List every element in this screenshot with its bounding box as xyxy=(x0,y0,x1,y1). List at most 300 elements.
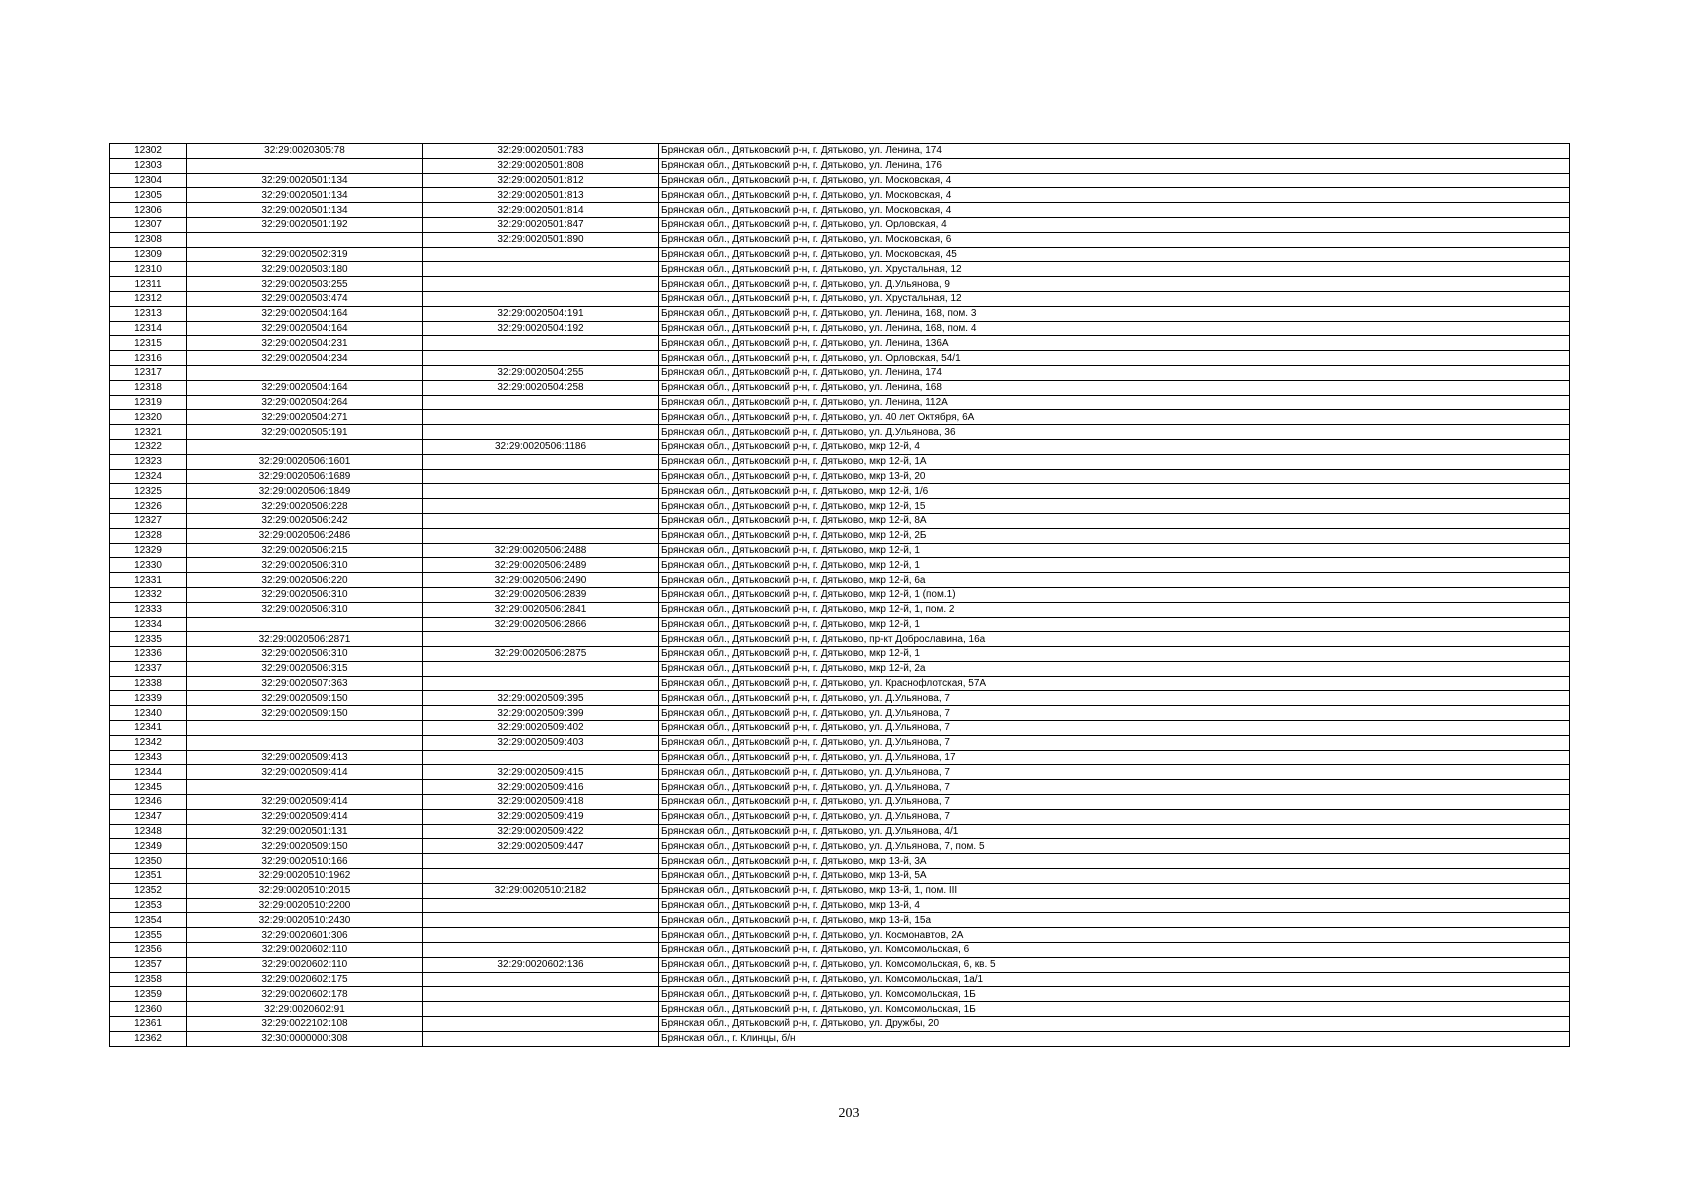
table-row xyxy=(110,351,1570,366)
table-row xyxy=(110,869,1570,884)
row-number-cell: 12310 xyxy=(110,262,187,277)
land-cadastral-number-cell: 32:29:0020509:413 xyxy=(187,750,423,765)
row-number-cell: 12342 xyxy=(110,735,187,750)
land-cadastral-number-cell: 32:29:0020510:166 xyxy=(187,854,423,869)
object-cadastral-number-cell xyxy=(423,943,659,958)
object-cadastral-number-cell xyxy=(423,484,659,499)
land-cadastral-number-cell: 32:29:0020510:2015 xyxy=(187,883,423,898)
land-cadastral-number-cell xyxy=(187,780,423,795)
address-cell: Брянская обл., Дятьковский р-н, г. Дятьково, ул. Ленина, 136А xyxy=(659,336,1570,351)
object-cadastral-number-cell xyxy=(423,972,659,987)
land-cadastral-number-cell xyxy=(187,365,423,380)
land-cadastral-number-cell: 32:29:0020509:414 xyxy=(187,795,423,810)
object-cadastral-number-cell xyxy=(423,661,659,676)
land-cadastral-number-cell: 32:29:0020602:110 xyxy=(187,943,423,958)
table-row xyxy=(110,676,1570,691)
land-cadastral-number-cell: 32:29:0020504:271 xyxy=(187,410,423,425)
row-number-cell: 12308 xyxy=(110,232,187,247)
object-cadastral-number-cell xyxy=(423,469,659,484)
address-cell: Брянская обл., Дятьковский р-н, г. Дятьково, ул. Комсомольская, 1Б xyxy=(659,987,1570,1002)
land-cadastral-number-cell: 32:29:0020602:178 xyxy=(187,987,423,1002)
address-cell: Брянская обл., Дятьковский р-н, г. Дятьково, мкр 13-й, 5А xyxy=(659,869,1570,884)
table-row xyxy=(110,528,1570,543)
table-row xyxy=(110,262,1570,277)
row-number-cell: 12332 xyxy=(110,587,187,602)
table-row xyxy=(110,144,1570,159)
object-cadastral-number-cell: 32:29:0020501:814 xyxy=(423,203,659,218)
table-row xyxy=(110,277,1570,292)
land-cadastral-number-cell: 32:29:0020509:414 xyxy=(187,765,423,780)
address-cell: Брянская обл., Дятьковский р-н, г. Дятьково, ул. Ленина, 112А xyxy=(659,395,1570,410)
row-number-cell: 12358 xyxy=(110,972,187,987)
land-cadastral-number-cell: 32:29:0020503:180 xyxy=(187,262,423,277)
object-cadastral-number-cell xyxy=(423,262,659,277)
address-cell: Брянская обл., Дятьковский р-н, г. Дятьково, мкр 12-й, 1 xyxy=(659,558,1570,573)
table-row xyxy=(110,957,1570,972)
land-cadastral-number-cell xyxy=(187,158,423,173)
land-cadastral-number-cell: 32:29:0020506:2486 xyxy=(187,528,423,543)
object-cadastral-number-cell xyxy=(423,869,659,884)
row-number-cell: 12315 xyxy=(110,336,187,351)
object-cadastral-number-cell: 32:29:0020506:2841 xyxy=(423,602,659,617)
table-row xyxy=(110,1002,1570,1017)
land-cadastral-number-cell: 32:29:0020503:255 xyxy=(187,277,423,292)
land-cadastral-number-cell: 32:29:0020501:134 xyxy=(187,203,423,218)
row-number-cell: 12316 xyxy=(110,351,187,366)
address-cell: Брянская обл., Дятьковский р-н, г. Дятьково, ул. Д.Ульянова, 7 xyxy=(659,765,1570,780)
object-cadastral-number-cell: 32:29:0020504:258 xyxy=(423,380,659,395)
address-cell: Брянская обл., Дятьковский р-н, г. Дятьково, ул. Ленина, 168 xyxy=(659,380,1570,395)
row-number-cell: 12337 xyxy=(110,661,187,676)
land-cadastral-number-cell: 32:29:0020510:2430 xyxy=(187,913,423,928)
object-cadastral-number-cell: 32:29:0020509:418 xyxy=(423,795,659,810)
address-cell: Брянская обл., Дятьковский р-н, г. Дятьково, ул. Д.Ульянова, 7 xyxy=(659,809,1570,824)
land-cadastral-number-cell xyxy=(187,617,423,632)
address-cell: Брянская обл., Дятьковский р-н, г. Дятьково, мкр 12-й, 2Б xyxy=(659,528,1570,543)
address-cell: Брянская обл., Дятьковский р-н, г. Дятьково, мкр 13-й, 4 xyxy=(659,898,1570,913)
row-number-cell: 12351 xyxy=(110,869,187,884)
address-cell: Брянская обл., Дятьковский р-н, г. Дятьково, ул. Ленина, 176 xyxy=(659,158,1570,173)
table-row xyxy=(110,410,1570,425)
address-cell: Брянская обл., Дятьковский р-н, г. Дятьково, мкр 12-й, 1, пом. 2 xyxy=(659,602,1570,617)
land-cadastral-number-cell: 32:29:0022102:108 xyxy=(187,1017,423,1032)
object-cadastral-number-cell: 32:29:0020506:2490 xyxy=(423,573,659,588)
table-row xyxy=(110,706,1570,721)
row-number-cell: 12357 xyxy=(110,957,187,972)
object-cadastral-number-cell xyxy=(423,395,659,410)
land-cadastral-number-cell: 32:29:0020506:1601 xyxy=(187,454,423,469)
table-row xyxy=(110,943,1570,958)
land-cadastral-number-cell: 32:29:0020504:264 xyxy=(187,395,423,410)
object-cadastral-number-cell xyxy=(423,928,659,943)
table-row xyxy=(110,558,1570,573)
row-number-cell: 12339 xyxy=(110,691,187,706)
table-row xyxy=(110,721,1570,736)
land-cadastral-number-cell xyxy=(187,232,423,247)
address-cell: Брянская обл., Дятьковский р-н, г. Дятьково, мкр 13-й, 15а xyxy=(659,913,1570,928)
address-cell: Брянская обл., Дятьковский р-н, г. Дятьково, ул. Комсомольская, 1Б xyxy=(659,1002,1570,1017)
address-cell: Брянская обл., Дятьковский р-н, г. Дятьково, ул. Орловская, 4 xyxy=(659,217,1570,232)
address-cell: Брянская обл., Дятьковский р-н, г. Дятьково, ул. Московская, 6 xyxy=(659,232,1570,247)
table-row xyxy=(110,439,1570,454)
land-cadastral-number-cell: 32:29:0020510:1962 xyxy=(187,869,423,884)
table-row xyxy=(110,395,1570,410)
address-cell: Брянская обл., Дятьковский р-н, г. Дятьково, ул. Д.Ульянова, 36 xyxy=(659,425,1570,440)
table-row xyxy=(110,883,1570,898)
land-cadastral-number-cell: 32:29:0020504:164 xyxy=(187,306,423,321)
object-cadastral-number-cell: 32:29:0020602:136 xyxy=(423,957,659,972)
table-row xyxy=(110,661,1570,676)
address-cell: Брянская обл., Дятьковский р-н, г. Дятьково, ул. Д.Ульянова, 17 xyxy=(659,750,1570,765)
table-row xyxy=(110,824,1570,839)
table-row xyxy=(110,306,1570,321)
row-number-cell: 12333 xyxy=(110,602,187,617)
land-cadastral-number-cell: 32:29:0020506:1849 xyxy=(187,484,423,499)
object-cadastral-number-cell xyxy=(423,632,659,647)
address-cell: Брянская обл., Дятьковский р-н, г. Дятьково, мкр 12-й, 8А xyxy=(659,513,1570,528)
object-cadastral-number-cell xyxy=(423,1017,659,1032)
table-row xyxy=(110,735,1570,750)
address-cell: Брянская обл., Дятьковский р-н, г. Дятьково, ул. Комсомольская, 6, кв. 5 xyxy=(659,957,1570,972)
land-cadastral-number-cell: 32:29:0020601:306 xyxy=(187,928,423,943)
address-cell: Брянская обл., Дятьковский р-н, г. Дятьково, мкр 12-й, 1 xyxy=(659,543,1570,558)
address-cell: Брянская обл., Дятьковский р-н, г. Дятьково, ул. Д.Ульянова, 9 xyxy=(659,277,1570,292)
table-row xyxy=(110,365,1570,380)
row-number-cell: 12347 xyxy=(110,809,187,824)
address-cell: Брянская обл., Дятьковский р-н, г. Дятьково, ул. Хрустальная, 12 xyxy=(659,262,1570,277)
object-cadastral-number-cell xyxy=(423,987,659,1002)
row-number-cell: 12353 xyxy=(110,898,187,913)
row-number-cell: 12345 xyxy=(110,780,187,795)
land-cadastral-number-cell: 32:29:0020602:110 xyxy=(187,957,423,972)
object-cadastral-number-cell xyxy=(423,351,659,366)
address-cell: Брянская обл., Дятьковский р-н, г. Дятьково, ул. Ленина, 174 xyxy=(659,365,1570,380)
land-cadastral-number-cell: 32:29:0020505:191 xyxy=(187,425,423,440)
address-cell: Брянская обл., Дятьковский р-н, г. Дятьково, мкр 13-й, 3А xyxy=(659,854,1570,869)
land-cadastral-number-cell: 32:29:0020501:192 xyxy=(187,217,423,232)
object-cadastral-number-cell: 32:29:0020509:422 xyxy=(423,824,659,839)
row-number-cell: 12314 xyxy=(110,321,187,336)
row-number-cell: 12354 xyxy=(110,913,187,928)
object-cadastral-number-cell xyxy=(423,499,659,514)
row-number-cell: 12362 xyxy=(110,1031,187,1046)
table-row xyxy=(110,928,1570,943)
table-row xyxy=(110,543,1570,558)
address-cell: Брянская обл., Дятьковский р-н, г. Дятьково, мкр 12-й, 4 xyxy=(659,439,1570,454)
address-cell: Брянская обл., Дятьковский р-н, г. Дятьково, ул. Ленина, 174 xyxy=(659,144,1570,159)
table-row xyxy=(110,854,1570,869)
land-cadastral-number-cell: 32:29:0020506:310 xyxy=(187,558,423,573)
object-cadastral-number-cell: 32:29:0020509:447 xyxy=(423,839,659,854)
land-cadastral-number-cell: 32:29:0020501:134 xyxy=(187,188,423,203)
land-cadastral-number-cell: 32:29:0020504:164 xyxy=(187,380,423,395)
land-cadastral-number-cell: 32:29:0020504:164 xyxy=(187,321,423,336)
row-number-cell: 12348 xyxy=(110,824,187,839)
row-number-cell: 12355 xyxy=(110,928,187,943)
row-number-cell: 12303 xyxy=(110,158,187,173)
address-cell: Брянская обл., Дятьковский р-н, г. Дятьково, мкр 12-й, 15 xyxy=(659,499,1570,514)
row-number-cell: 12318 xyxy=(110,380,187,395)
address-cell: Брянская обл., Дятьковский р-н, г. Дятьково, ул. Д.Ульянова, 7 xyxy=(659,735,1570,750)
object-cadastral-number-cell xyxy=(423,1002,659,1017)
row-number-cell: 12306 xyxy=(110,203,187,218)
object-cadastral-number-cell: 32:29:0020509:402 xyxy=(423,721,659,736)
table-row xyxy=(110,573,1570,588)
row-number-cell: 12312 xyxy=(110,291,187,306)
object-cadastral-number-cell: 32:29:0020509:416 xyxy=(423,780,659,795)
address-cell: Брянская обл., Дятьковский р-н, г. Дятьково, ул. Д.Ульянова, 7 xyxy=(659,706,1570,721)
object-cadastral-number-cell: 32:29:0020504:192 xyxy=(423,321,659,336)
row-number-cell: 12340 xyxy=(110,706,187,721)
table-row xyxy=(110,203,1570,218)
land-cadastral-number-cell: 32:29:0020602:175 xyxy=(187,972,423,987)
row-number-cell: 12336 xyxy=(110,647,187,662)
address-cell: Брянская обл., Дятьковский р-н, г. Дятьково, ул. Комсомольская, 1а/1 xyxy=(659,972,1570,987)
address-cell: Брянская обл., Дятьковский р-н, г. Дятьково, мкр 12-й, 6а xyxy=(659,573,1570,588)
table-row xyxy=(110,158,1570,173)
address-cell: Брянская обл., Дятьковский р-н, г. Дятьково, мкр 12-й, 1А xyxy=(659,454,1570,469)
row-number-cell: 12305 xyxy=(110,188,187,203)
land-cadastral-number-cell xyxy=(187,735,423,750)
table-row xyxy=(110,217,1570,232)
object-cadastral-number-cell: 32:29:0020509:395 xyxy=(423,691,659,706)
address-cell: Брянская обл., г. Клинцы, б/н xyxy=(659,1031,1570,1046)
address-cell: Брянская обл., Дятьковский р-н, г. Дятьково, мкр 12-й, 1 xyxy=(659,647,1570,662)
object-cadastral-number-cell: 32:29:0020506:2489 xyxy=(423,558,659,573)
row-number-cell: 12352 xyxy=(110,883,187,898)
object-cadastral-number-cell: 32:29:0020506:2866 xyxy=(423,617,659,632)
address-cell: Брянская обл., Дятьковский р-н, г. Дятьково, пр-кт Доброславина, 16а xyxy=(659,632,1570,647)
row-number-cell: 12330 xyxy=(110,558,187,573)
object-cadastral-number-cell: 32:29:0020501:812 xyxy=(423,173,659,188)
row-number-cell: 12311 xyxy=(110,277,187,292)
address-cell: Брянская обл., Дятьковский р-н, г. Дятьково, ул. Комсомольская, 6 xyxy=(659,943,1570,958)
row-number-cell: 12349 xyxy=(110,839,187,854)
table-row xyxy=(110,632,1570,647)
land-cadastral-number-cell: 32:29:0020305:78 xyxy=(187,144,423,159)
row-number-cell: 12327 xyxy=(110,513,187,528)
table-row xyxy=(110,898,1570,913)
registry-table-body xyxy=(110,144,1570,1047)
address-cell: Брянская обл., Дятьковский р-н, г. Дятьково, ул. Д.Ульянова, 7 xyxy=(659,780,1570,795)
land-cadastral-number-cell: 32:29:0020506:1689 xyxy=(187,469,423,484)
land-cadastral-number-cell: 32:29:0020504:231 xyxy=(187,336,423,351)
object-cadastral-number-cell xyxy=(423,247,659,262)
land-cadastral-number-cell: 32:29:0020506:228 xyxy=(187,499,423,514)
address-cell: Брянская обл., Дятьковский р-н, г. Дятьково, мкр 12-й, 1/6 xyxy=(659,484,1570,499)
object-cadastral-number-cell xyxy=(423,336,659,351)
table-row xyxy=(110,513,1570,528)
table-row xyxy=(110,839,1570,854)
table-row xyxy=(110,454,1570,469)
object-cadastral-number-cell: 32:29:0020510:2182 xyxy=(423,883,659,898)
object-cadastral-number-cell: 32:29:0020501:808 xyxy=(423,158,659,173)
object-cadastral-number-cell xyxy=(423,277,659,292)
land-cadastral-number-cell: 32:29:0020506:310 xyxy=(187,587,423,602)
row-number-cell: 12321 xyxy=(110,425,187,440)
table-row xyxy=(110,232,1570,247)
land-cadastral-number-cell: 32:29:0020602:91 xyxy=(187,1002,423,1017)
object-cadastral-number-cell: 32:29:0020504:255 xyxy=(423,365,659,380)
land-cadastral-number-cell: 32:29:0020506:2871 xyxy=(187,632,423,647)
address-cell: Брянская обл., Дятьковский р-н, г. Дятьково, ул. Ленина, 168, пом. 4 xyxy=(659,321,1570,336)
table-row xyxy=(110,617,1570,632)
table-row xyxy=(110,795,1570,810)
property-registry-table xyxy=(109,143,1570,1047)
row-number-cell: 12322 xyxy=(110,439,187,454)
row-number-cell: 12359 xyxy=(110,987,187,1002)
object-cadastral-number-cell: 32:29:0020509:419 xyxy=(423,809,659,824)
row-number-cell: 12304 xyxy=(110,173,187,188)
land-cadastral-number-cell: 32:29:0020501:134 xyxy=(187,173,423,188)
object-cadastral-number-cell: 32:29:0020504:191 xyxy=(423,306,659,321)
address-cell: Брянская обл., Дятьковский р-н, г. Дятьково, ул. Д.Ульянова, 7, пом. 5 xyxy=(659,839,1570,854)
address-cell: Брянская обл., Дятьковский р-н, г. Дятьково, ул. Ленина, 168, пом. 3 xyxy=(659,306,1570,321)
land-cadastral-number-cell: 32:29:0020506:310 xyxy=(187,602,423,617)
address-cell: Брянская обл., Дятьковский р-н, г. Дятьково, ул. Д.Ульянова, 7 xyxy=(659,691,1570,706)
row-number-cell: 12313 xyxy=(110,306,187,321)
table-row xyxy=(110,247,1570,262)
address-cell: Брянская обл., Дятьковский р-н, г. Дятьково, ул. Краснофлотская, 57А xyxy=(659,676,1570,691)
row-number-cell: 12344 xyxy=(110,765,187,780)
object-cadastral-number-cell xyxy=(423,913,659,928)
table-row xyxy=(110,913,1570,928)
table-row xyxy=(110,587,1570,602)
address-cell: Брянская обл., Дятьковский р-н, г. Дятьково, ул. Космонавтов, 2А xyxy=(659,928,1570,943)
table-row xyxy=(110,972,1570,987)
land-cadastral-number-cell: 32:29:0020507:363 xyxy=(187,676,423,691)
row-number-cell: 12320 xyxy=(110,410,187,425)
row-number-cell: 12326 xyxy=(110,499,187,514)
page-number: 203 xyxy=(838,1106,860,1121)
address-cell: Брянская обл., Дятьковский р-н, г. Дятьково, ул. Московская, 4 xyxy=(659,203,1570,218)
table-row xyxy=(110,425,1570,440)
object-cadastral-number-cell xyxy=(423,425,659,440)
object-cadastral-number-cell xyxy=(423,410,659,425)
table-row xyxy=(110,1031,1570,1046)
row-number-cell: 12343 xyxy=(110,750,187,765)
row-number-cell: 12302 xyxy=(110,144,187,159)
address-cell: Брянская обл., Дятьковский р-н, г. Дятьково, мкр 13-й, 1, пом. III xyxy=(659,883,1570,898)
table-row xyxy=(110,484,1570,499)
land-cadastral-number-cell: 32:29:0020503:474 xyxy=(187,291,423,306)
row-number-cell: 12309 xyxy=(110,247,187,262)
address-cell: Брянская обл., Дятьковский р-н, г. Дятьково, ул. Орловская, 54/1 xyxy=(659,351,1570,366)
land-cadastral-number-cell xyxy=(187,439,423,454)
land-cadastral-number-cell: 32:29:0020506:310 xyxy=(187,647,423,662)
object-cadastral-number-cell xyxy=(423,513,659,528)
land-cadastral-number-cell: 32:29:0020506:220 xyxy=(187,573,423,588)
address-cell: Брянская обл., Дятьковский р-н, г. Дятьково, мкр 12-й, 1 xyxy=(659,617,1570,632)
row-number-cell: 12346 xyxy=(110,795,187,810)
address-cell: Брянская обл., Дятьковский р-н, г. Дятьково, мкр 13-й, 20 xyxy=(659,469,1570,484)
address-cell: Брянская обл., Дятьковский р-н, г. Дятьково, ул. Московская, 4 xyxy=(659,188,1570,203)
row-number-cell: 12331 xyxy=(110,573,187,588)
object-cadastral-number-cell xyxy=(423,854,659,869)
land-cadastral-number-cell: 32:29:0020509:414 xyxy=(187,809,423,824)
object-cadastral-number-cell xyxy=(423,898,659,913)
land-cadastral-number-cell: 32:29:0020509:150 xyxy=(187,691,423,706)
row-number-cell: 12325 xyxy=(110,484,187,499)
object-cadastral-number-cell: 32:29:0020506:2839 xyxy=(423,587,659,602)
row-number-cell: 12329 xyxy=(110,543,187,558)
address-cell: Брянская обл., Дятьковский р-н, г. Дятьково, ул. 40 лет Октября, 6А xyxy=(659,410,1570,425)
row-number-cell: 12338 xyxy=(110,676,187,691)
address-cell: Брянская обл., Дятьковский р-н, г. Дятьково, ул. Московская, 45 xyxy=(659,247,1570,262)
row-number-cell: 12319 xyxy=(110,395,187,410)
address-cell: Брянская обл., Дятьковский р-н, г. Дятьково, мкр 12-й, 2а xyxy=(659,661,1570,676)
address-cell: Брянская обл., Дятьковский р-н, г. Дятьково, ул. Дружбы, 20 xyxy=(659,1017,1570,1032)
table-row xyxy=(110,173,1570,188)
land-cadastral-number-cell: 32:29:0020510:2200 xyxy=(187,898,423,913)
object-cadastral-number-cell xyxy=(423,676,659,691)
object-cadastral-number-cell xyxy=(423,528,659,543)
object-cadastral-number-cell: 32:29:0020506:2488 xyxy=(423,543,659,558)
land-cadastral-number-cell: 32:29:0020506:215 xyxy=(187,543,423,558)
land-cadastral-number-cell xyxy=(187,721,423,736)
row-number-cell: 12361 xyxy=(110,1017,187,1032)
table-row xyxy=(110,380,1570,395)
table-row xyxy=(110,469,1570,484)
land-cadastral-number-cell: 32:29:0020501:131 xyxy=(187,824,423,839)
table-row xyxy=(110,602,1570,617)
land-cadastral-number-cell: 32:29:0020506:242 xyxy=(187,513,423,528)
address-cell: Брянская обл., Дятьковский р-н, г. Дятьково, ул. Д.Ульянова, 4/1 xyxy=(659,824,1570,839)
table-row xyxy=(110,780,1570,795)
row-number-cell: 12350 xyxy=(110,854,187,869)
table-row xyxy=(110,1017,1570,1032)
table-row xyxy=(110,809,1570,824)
object-cadastral-number-cell: 32:29:0020509:399 xyxy=(423,706,659,721)
address-cell: Брянская обл., Дятьковский р-н, г. Дятьково, ул. Д.Ульянова, 7 xyxy=(659,721,1570,736)
row-number-cell: 12356 xyxy=(110,943,187,958)
row-number-cell: 12334 xyxy=(110,617,187,632)
land-cadastral-number-cell: 32:29:0020502:319 xyxy=(187,247,423,262)
object-cadastral-number-cell: 32:29:0020501:783 xyxy=(423,144,659,159)
row-number-cell: 12323 xyxy=(110,454,187,469)
land-cadastral-number-cell: 32:30:0000000:308 xyxy=(187,1031,423,1046)
table-row xyxy=(110,765,1570,780)
object-cadastral-number-cell: 32:29:0020506:1186 xyxy=(423,439,659,454)
table-row xyxy=(110,188,1570,203)
address-cell: Брянская обл., Дятьковский р-н, г. Дятьково, ул. Хрустальная, 12 xyxy=(659,291,1570,306)
land-cadastral-number-cell: 32:29:0020509:150 xyxy=(187,706,423,721)
table-row xyxy=(110,987,1570,1002)
table-row xyxy=(110,291,1570,306)
table-row xyxy=(110,750,1570,765)
row-number-cell: 12317 xyxy=(110,365,187,380)
object-cadastral-number-cell xyxy=(423,454,659,469)
land-cadastral-number-cell: 32:29:0020504:234 xyxy=(187,351,423,366)
address-cell: Брянская обл., Дятьковский р-н, г. Дятьково, ул. Московская, 4 xyxy=(659,173,1570,188)
row-number-cell: 12324 xyxy=(110,469,187,484)
table-row xyxy=(110,691,1570,706)
land-cadastral-number-cell: 32:29:0020509:150 xyxy=(187,839,423,854)
row-number-cell: 12341 xyxy=(110,721,187,736)
address-cell: Брянская обл., Дятьковский р-н, г. Дятьково, мкр 12-й, 1 (пом.1) xyxy=(659,587,1570,602)
object-cadastral-number-cell: 32:29:0020509:403 xyxy=(423,735,659,750)
object-cadastral-number-cell: 32:29:0020501:890 xyxy=(423,232,659,247)
table-row xyxy=(110,321,1570,336)
table-row xyxy=(110,647,1570,662)
object-cadastral-number-cell: 32:29:0020506:2875 xyxy=(423,647,659,662)
table-row xyxy=(110,499,1570,514)
table-row xyxy=(110,336,1570,351)
land-cadastral-number-cell: 32:29:0020506:315 xyxy=(187,661,423,676)
object-cadastral-number-cell xyxy=(423,750,659,765)
row-number-cell: 12360 xyxy=(110,1002,187,1017)
object-cadastral-number-cell: 32:29:0020501:847 xyxy=(423,217,659,232)
